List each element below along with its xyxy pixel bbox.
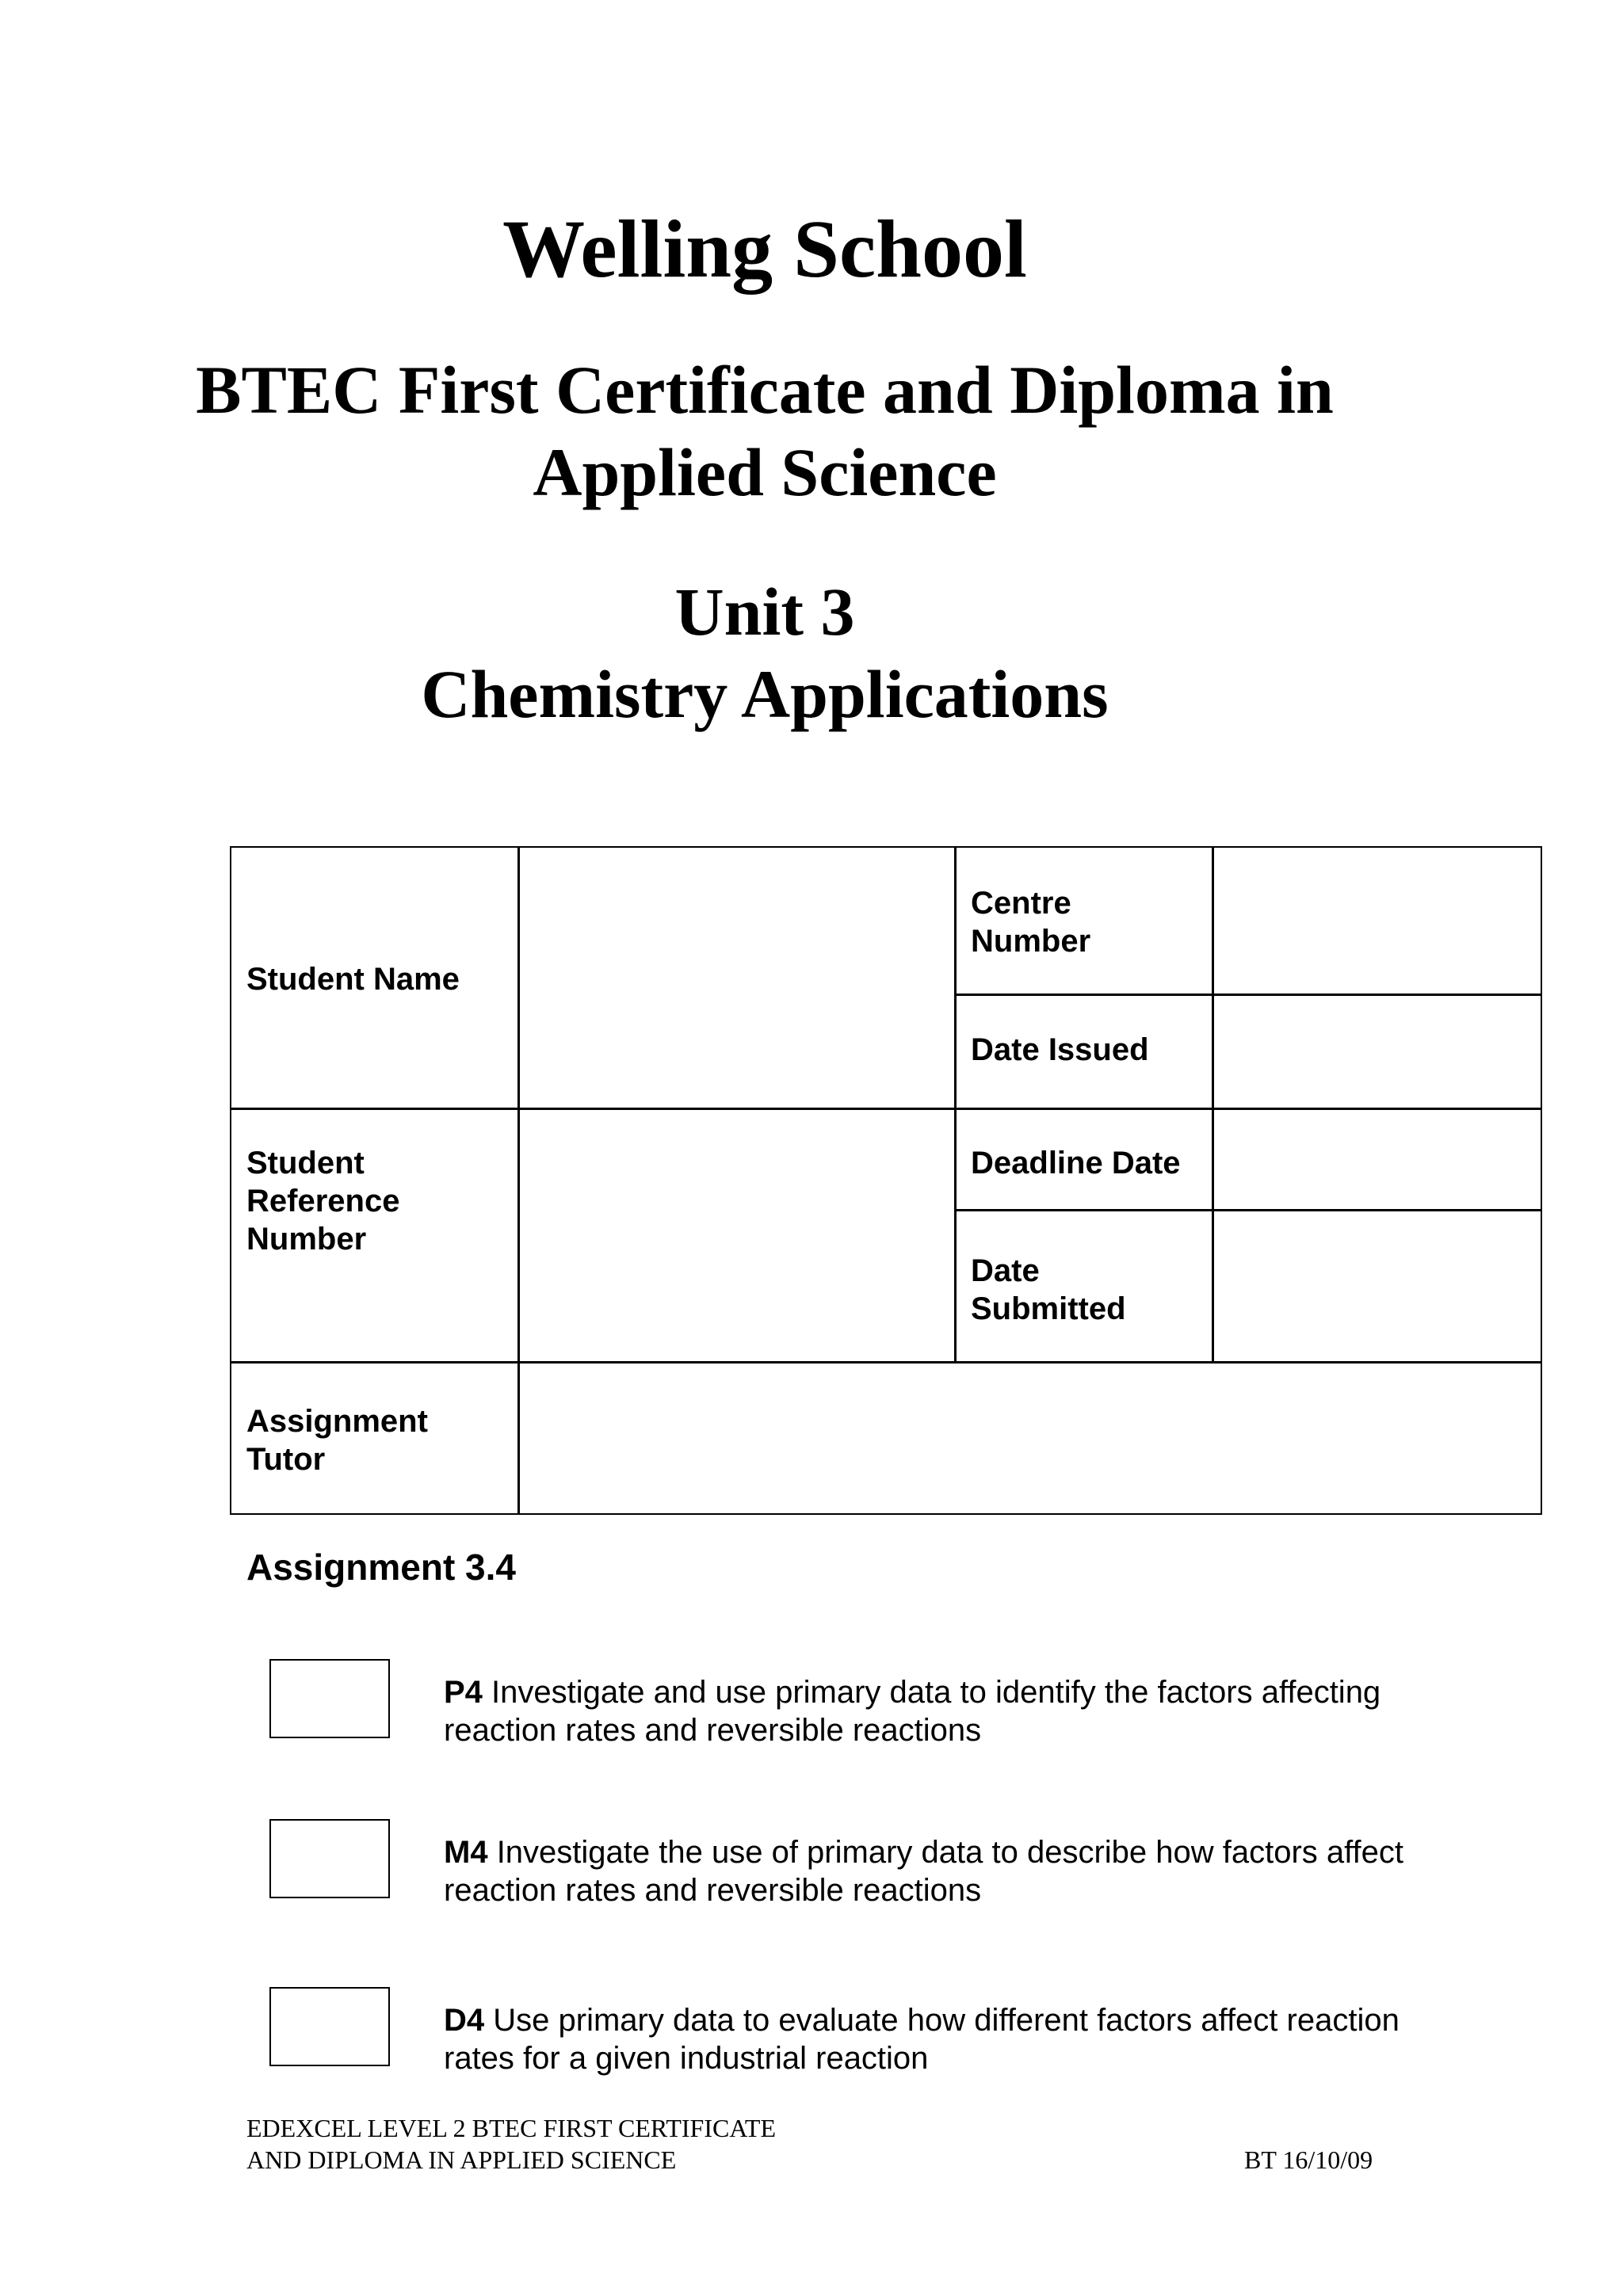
footer-reference: BT 16/10/09 <box>1244 2145 1373 2174</box>
criterion-description: Investigate the use of primary data to describe how factors affect reaction rates and reversible reactions <box>444 1835 1404 1908</box>
table-divider <box>517 1301 520 1361</box>
criterion-code: P4 <box>444 1675 483 1710</box>
deadline-date-field[interactable] <box>1224 1112 1537 1204</box>
student-info-table <box>230 846 1542 1515</box>
table-divider <box>231 1361 1542 1363</box>
course-title <box>0 349 1529 513</box>
criterion-checkbox[interactable] <box>269 1819 390 1898</box>
school-title <box>0 202 1529 297</box>
criterion-checkbox[interactable] <box>269 1987 390 2066</box>
date-issued-field[interactable] <box>1224 998 1537 1103</box>
course-title-line-1: BTEC First Certificate and Diploma in <box>196 352 1334 428</box>
criterion-code: D4 <box>444 2003 485 2038</box>
unit-name: Chemistry Applications <box>421 656 1109 732</box>
student-name-label: Student Name <box>246 962 460 997</box>
centre-number-field[interactable] <box>1224 852 1537 989</box>
table-divider <box>1212 848 1214 1361</box>
footer-qualification <box>246 2112 776 2176</box>
criterion-text <box>444 2001 1442 2077</box>
table-divider <box>954 848 957 1361</box>
date-issued-label: Date Issued <box>971 1032 1149 1067</box>
unit-number: Unit 3 <box>674 574 855 650</box>
table-divider <box>517 848 520 1301</box>
assignment-tutor-field[interactable] <box>529 1366 1537 1508</box>
student-reference-number-field[interactable] <box>529 1112 949 1356</box>
centre-number-label: Centre Number <box>971 886 1091 959</box>
criterion-text <box>444 1673 1442 1749</box>
school-name: Welling School <box>502 204 1027 295</box>
assignment-tutor-label: Assignment Tutor <box>246 1404 428 1477</box>
date-submitted-field[interactable] <box>1224 1214 1537 1356</box>
criterion-description: Investigate and use primary data to identify the factors affecting reaction rates and reversible reactions <box>444 1675 1381 1748</box>
criterion-text <box>444 1833 1442 1909</box>
student-reference-number-label: Student Reference Number <box>246 1146 400 1257</box>
criterion-description: Use primary data to evaluate how different factors affect reaction rates for a given industrial reaction <box>444 2003 1400 2076</box>
footer-line-1: EDEXCEL LEVEL 2 BTEC FIRST CERTIFICATE <box>246 2114 776 2142</box>
criterion-code: M4 <box>444 1835 488 1870</box>
deadline-date-label: Deadline Date <box>971 1146 1181 1180</box>
unit-title <box>0 570 1529 735</box>
table-divider <box>231 1108 1542 1110</box>
table-divider <box>954 994 1542 996</box>
date-submitted-label: Date Submitted <box>971 1253 1126 1326</box>
table-divider <box>954 1209 1542 1211</box>
student-name-field[interactable] <box>529 852 949 1103</box>
footer-line-2: AND DIPLOMA IN APPLIED SCIENCE <box>246 2145 677 2174</box>
assignment-heading: Assignment 3.4 <box>246 1547 516 1588</box>
course-title-line-2: Applied Science <box>533 434 997 510</box>
criterion-checkbox[interactable] <box>269 1659 390 1738</box>
table-divider <box>517 1361 520 1513</box>
